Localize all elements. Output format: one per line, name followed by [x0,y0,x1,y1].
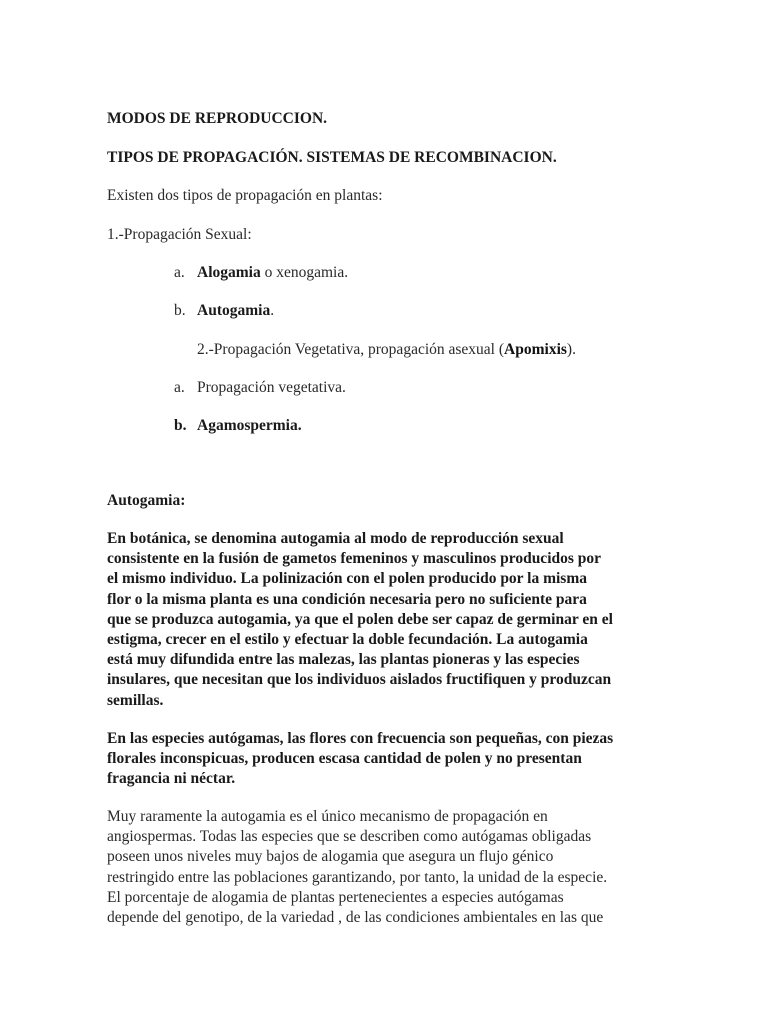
paragraph-line: consistente en la fusión de gametos femeninos y masculinos producidos por [107,550,602,568]
list-item-agamospermia: Agamospermia. [197,417,302,434]
section-sexual: 1.-Propagación Sexual: [107,226,252,243]
list-marker: b. [174,302,186,319]
autogamia-heading: Autogamia: [107,492,186,509]
section-vegetativa [197,341,576,359]
list-marker: b. [174,417,187,434]
paragraph-line: poseen unos niveles muy bajos de alogamia que asegura un flujo génico [107,848,554,866]
paragraph-line: restringido entre las poblaciones garantizando, por tanto, la unidad de la especie. [107,868,608,886]
paragraph-line: angiospermas. Todas las especies que se describen como autógamas obligadas [107,828,592,846]
heading-modos: MODOS DE REPRODUCCION. [107,110,328,127]
list-marker: a. [174,379,185,396]
paragraph-line: insulares, que necesitan que los individuos aislados fructifiquen y produzcan [107,671,612,689]
list-item-rest: . [270,302,275,319]
paragraph-line: el mismo individuo. La polinización con el polen producido por la misma [107,570,588,588]
paragraph-line: flor o la misma planta es una condición necesaria pero no suficiente para [107,590,587,608]
section2-suffix: ). [566,341,576,358]
list-item-alogamia [197,264,348,282]
paragraph-alogamia-niveles [107,807,667,928]
list-item-autogamia [197,302,274,320]
term-apomixis: Apomixis [504,341,567,358]
section2-prefix: 2.-Propagación Vegetativa, propagación asexual ( [197,341,505,358]
paragraph-line: semillas. [107,691,164,709]
paragraph-line: fragancia ni néctar. [107,770,236,788]
paragraph-line: que se produzca autogamia, ya que el polen debe ser capaz de germinar en el [107,610,613,628]
paragraph-especies-autogamas [107,729,667,790]
paragraph-line: está muy difundida entre las malezas, las plantas pioneras y las especies [107,651,580,669]
list-item-rest: o xenogamia. [260,264,349,281]
term-alogamia: Alogamia [197,264,261,281]
paragraph-line: estigma, crecer en el estilo y efectuar la doble fecundación. La autogamia [107,631,588,649]
term-autogamia: Autogamia [197,302,271,319]
paragraph-line: En botánica, se denomina autogamia al modo de reproducción sexual [107,530,564,547]
intro-text: Existen dos tipos de propagación en plantas: [107,187,383,204]
list-marker: a. [174,264,185,281]
paragraph-line: En las especies autógamas, las flores con frecuencia son pequeñas, con piezas [107,730,614,747]
paragraph-line: depende del genotipo, de la variedad , de las condiciones ambientales en las que [107,909,604,927]
paragraph-line: El porcentaje de alogamia de plantas pertenecientes a especies autógamas [107,888,564,906]
heading-tipos: TIPOS DE PROPAGACIÓN. SISTEMAS DE RECOMBINACION. [107,149,557,166]
paragraph-line: Muy raramente la autogamia es el único mecanismo de propagación en [107,808,548,825]
paragraph-autogamia-definicion [107,529,667,711]
paragraph-line: florales inconspicuas, producen escasa cantidad de polen y no presentan [107,750,582,768]
list-item-propagacion-vegetativa: Propagación vegetativa. [197,379,346,396]
